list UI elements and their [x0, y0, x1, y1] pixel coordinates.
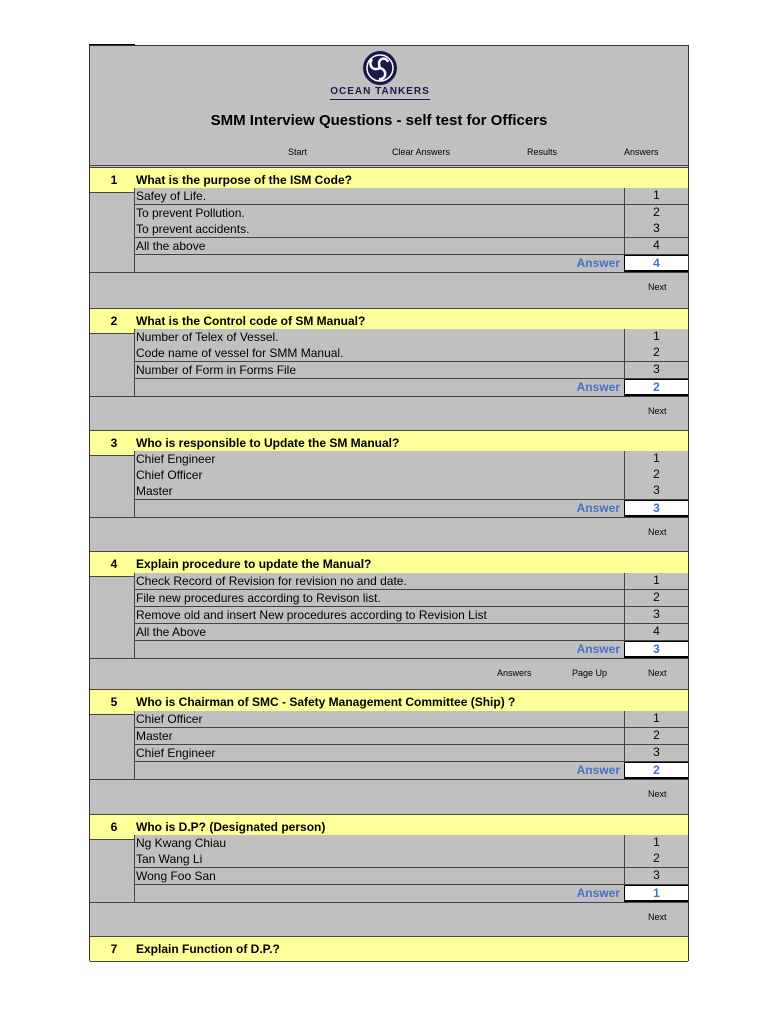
option-number: 1 [624, 573, 688, 589]
option-row[interactable] [134, 745, 688, 762]
question-number: 2 [110, 314, 118, 328]
answer-label: Answer [576, 763, 620, 777]
option-row[interactable] [134, 624, 688, 641]
option-text: Remove old and insert New procedures according to Revision List [136, 608, 487, 622]
option-number: 3 [624, 362, 688, 378]
option-text: Chief Officer [136, 712, 203, 726]
option-row[interactable] [134, 205, 688, 222]
question-text: Who is Chairman of SMC - Safety Management Committee (Ship) ? [136, 695, 516, 709]
answers-button[interactable]: Answers [624, 147, 659, 157]
answer-label: Answer [576, 380, 620, 394]
question-number: 6 [110, 820, 118, 834]
option-row[interactable] [134, 573, 688, 590]
option-number: 4 [624, 238, 688, 254]
next-button[interactable]: Next [648, 668, 667, 678]
option-number: 4 [624, 624, 688, 640]
answer-row [90, 885, 688, 903]
navigation-row [90, 273, 688, 297]
option-row[interactable] [134, 329, 688, 346]
question-number: 5 [110, 695, 118, 709]
question-text: Explain procedure to update the Manual? [136, 557, 372, 571]
option-text: Check Record of Revision for revision no and date. [136, 574, 407, 588]
option-row[interactable] [134, 467, 688, 484]
answer-input[interactable]: 3 [624, 641, 688, 658]
option-number: 3 [624, 483, 688, 499]
navigation-row [90, 780, 688, 804]
option-text: Code name of vessel for SMM Manual. [136, 346, 344, 360]
question-number: 4 [110, 557, 118, 571]
answer-row [90, 641, 688, 659]
next-button[interactable]: Next [648, 912, 667, 922]
answer-row [90, 255, 688, 273]
option-text: Master [136, 729, 173, 743]
option-text: Safey of Life. [136, 189, 207, 203]
option-number: 1 [624, 451, 688, 467]
answer-input[interactable]: 3 [624, 500, 688, 517]
navigation-row [90, 397, 688, 421]
next-button[interactable]: Next [648, 527, 667, 537]
option-row[interactable] [134, 345, 688, 362]
option-text: Chief Officer [136, 468, 203, 482]
option-row[interactable] [134, 451, 688, 468]
option-number: 1 [624, 835, 688, 851]
navigation-row [90, 903, 688, 927]
option-row[interactable] [134, 221, 688, 238]
question-text: Who is responsible to Update the SM Manual? [136, 436, 400, 450]
option-text: File new procedures according to Revison list. [136, 591, 381, 605]
question-number: 7 [110, 942, 118, 956]
page-up-button[interactable]: Page Up [572, 668, 608, 678]
option-text: All the above [136, 239, 206, 253]
answer-label: Answer [576, 886, 620, 900]
answer-row [90, 500, 688, 518]
navigation-row [90, 518, 688, 542]
option-text: Ng Kwang Chiau [136, 836, 227, 850]
option-text: Number of Form in Forms File [136, 363, 297, 377]
option-number: 3 [624, 868, 688, 884]
page-title: SMM Interview Questions - self test for Officers [210, 112, 548, 129]
results-button[interactable]: Results [527, 147, 558, 157]
ocean-tankers-logo-icon [362, 50, 398, 86]
option-number: 3 [624, 745, 688, 761]
option-row[interactable] [134, 590, 688, 607]
option-text: Tan Wang Li [136, 852, 203, 866]
answer-input[interactable]: 1 [624, 885, 688, 902]
option-number: 2 [624, 467, 688, 483]
question-number: 3 [110, 436, 118, 450]
option-number: 2 [624, 728, 688, 744]
answers-link[interactable]: Answers [497, 668, 532, 678]
start-button[interactable]: Start [288, 147, 308, 157]
option-row[interactable] [134, 362, 688, 379]
option-row[interactable] [134, 728, 688, 745]
header [90, 46, 688, 166]
option-number: 2 [624, 205, 688, 221]
answer-label: Answer [576, 501, 620, 515]
clear-answers-button[interactable]: Clear Answers [392, 147, 451, 157]
company-name: OCEAN TANKERS [330, 86, 430, 97]
option-row[interactable] [134, 868, 688, 885]
answer-input[interactable]: 2 [624, 762, 688, 779]
option-number: 1 [624, 329, 688, 345]
option-number: 1 [624, 711, 688, 727]
option-number: 2 [624, 590, 688, 606]
question-text: Who is D.P? (Designated person) [136, 820, 326, 834]
option-text: Master [136, 484, 173, 498]
option-text: Chief Engineer [136, 452, 216, 466]
answer-input[interactable]: 2 [624, 379, 688, 396]
question-text: Explain Function of D.P.? [136, 942, 280, 956]
answer-label: Answer [576, 256, 620, 270]
answer-label: Answer [576, 642, 620, 656]
next-button[interactable]: Next [648, 406, 667, 416]
option-row[interactable] [134, 188, 688, 205]
company-underline [330, 99, 430, 100]
option-row[interactable] [134, 851, 688, 868]
option-row[interactable] [134, 835, 688, 852]
option-number: 2 [624, 345, 688, 361]
question-text: What is the purpose of the ISM Code? [136, 173, 352, 187]
next-button[interactable]: Next [648, 789, 667, 799]
option-text: Chief Engineer [136, 746, 216, 760]
option-row[interactable] [134, 238, 688, 255]
option-number: 3 [624, 607, 688, 623]
question-text: What is the Control code of SM Manual? [136, 314, 366, 328]
navigation-row [90, 659, 688, 683]
worksheet-panel [89, 45, 689, 961]
question-row [90, 936, 688, 962]
option-text: Number of Telex of Vessel. [136, 330, 279, 344]
question-number: 1 [110, 173, 118, 187]
answer-input[interactable]: 4 [624, 255, 688, 272]
next-button[interactable]: Next [648, 282, 667, 292]
option-text: All the Above [136, 625, 207, 639]
option-row[interactable] [134, 711, 688, 728]
option-number: 1 [624, 188, 688, 204]
option-text: Wong Foo San [136, 869, 216, 883]
answer-row [90, 762, 688, 780]
option-row[interactable] [134, 483, 688, 500]
answer-row [90, 379, 688, 397]
option-row[interactable] [134, 607, 688, 624]
option-number: 2 [624, 851, 688, 867]
option-text: To prevent accidents. [136, 222, 250, 236]
option-text: To prevent Pollution. [136, 206, 245, 220]
option-number: 3 [624, 221, 688, 237]
